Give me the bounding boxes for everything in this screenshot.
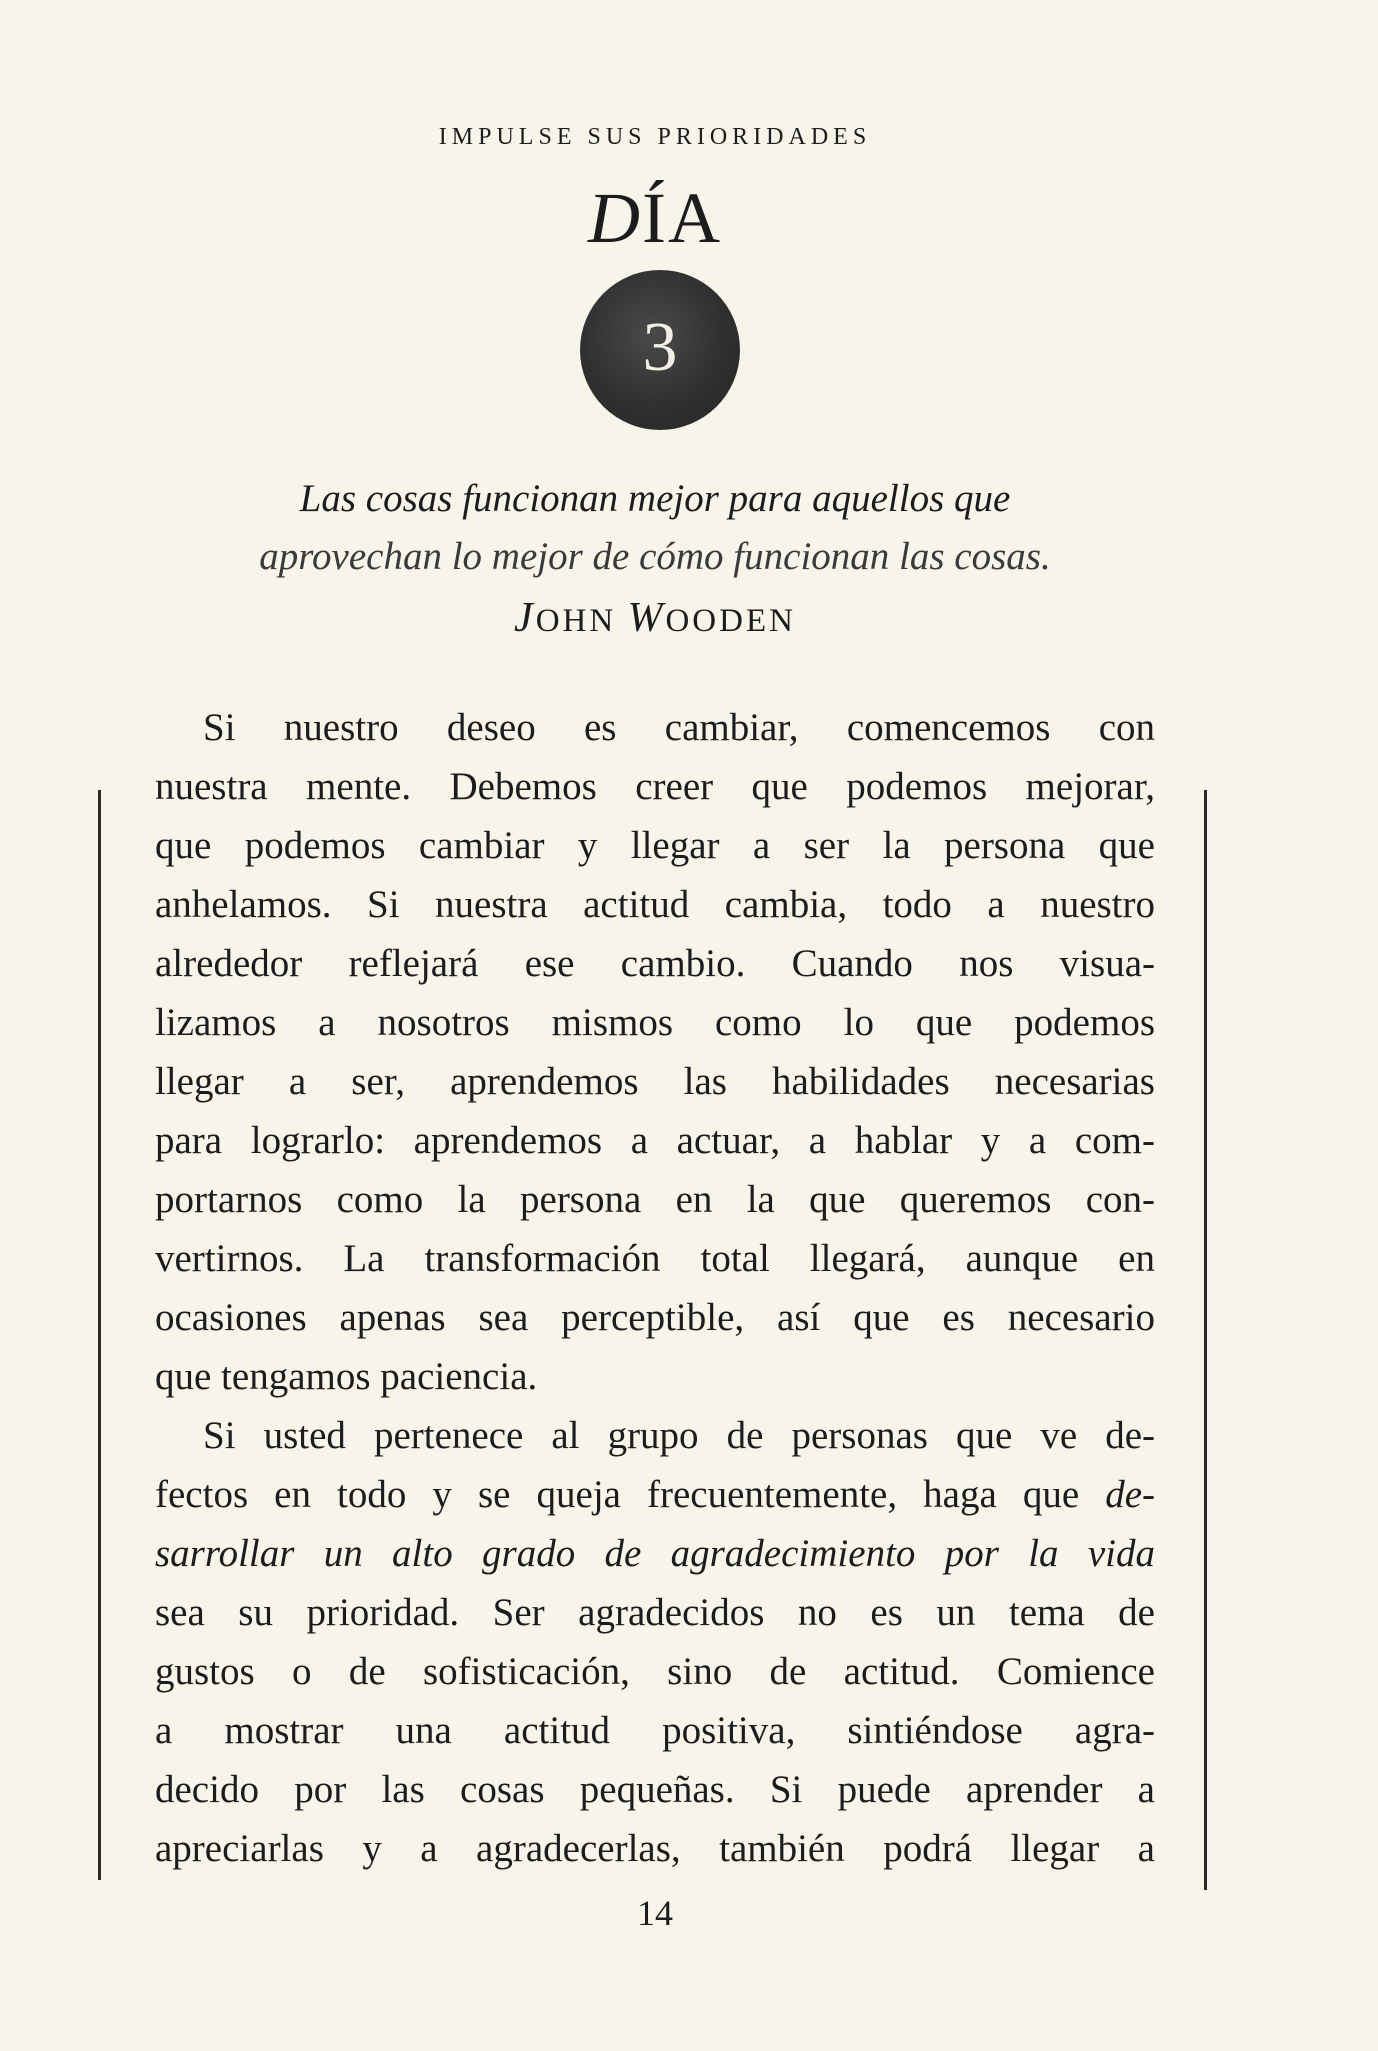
- right-margin-rule: [1204, 790, 1207, 1890]
- text-line: a mostrar una actitud positiva, sintiéndose agra-: [155, 1709, 1155, 1752]
- text-line: que tengamos paciencia.: [155, 1355, 538, 1398]
- text-segment: fectos en todo y se queja frecuentemente, haga que: [155, 1473, 1106, 1516]
- text-line: nuestra mente. Debemos creer que podemos mejorar,: [155, 765, 1155, 808]
- chapter-title-rest: ÍA: [642, 178, 722, 258]
- epigraph-author: [0, 590, 1310, 649]
- text-line: apreciarlas y a agradecerlas, también podrá llegar a: [155, 1827, 1155, 1870]
- day-number: 3: [642, 309, 678, 386]
- page-number: 14: [637, 1893, 673, 1933]
- emphasis-text: de-: [1105, 1473, 1155, 1516]
- epigraph-line: Las cosas funcionan mejor para aquellos que: [299, 477, 1011, 520]
- text-line: alrededor reflejará ese cambio. Cuando nos visua-: [155, 942, 1155, 985]
- body-text: [155, 698, 1155, 1878]
- text-line: Si nuestro deseo es cambiar, comencemos con: [203, 706, 1155, 749]
- text-line: ocasiones apenas sea perceptible, así que es necesario: [155, 1296, 1155, 1339]
- text-line: llegar a ser, aprendemos las habilidades necesarias: [155, 1060, 1155, 1103]
- text-line: gustos o de sofisticación, sino de actitud. Comience: [155, 1650, 1155, 1693]
- author-last-rest: OODEN: [665, 603, 796, 639]
- text-line: decido por las cosas pequeñas. Si puede aprender a: [155, 1768, 1155, 1811]
- text-line: Si usted pertenece al grupo de personas que ve de-: [203, 1414, 1155, 1457]
- chapter-title: [0, 178, 1310, 258]
- text-line: portarnos como la persona en la que queremos con-: [155, 1178, 1155, 1221]
- left-margin-rule: [98, 790, 101, 1880]
- author-first-rest: OHN: [535, 603, 617, 639]
- chapter-title-initial: D: [588, 178, 642, 258]
- text-line: anhelamos. Si nuestra actitud cambia, todo a nuestro: [155, 883, 1155, 926]
- text-line: sea su prioridad. Ser agradecidos no es un tema de: [155, 1591, 1155, 1634]
- running-header: IMPULSE SUS PRIORIDADES: [438, 124, 872, 150]
- epigraph-quote: [0, 470, 1310, 586]
- text-line: para lograrlo: aprendemos a actuar, a hablar y a com-: [155, 1119, 1155, 1162]
- text-line: lizamos a nosotros mismos como lo que podemos: [155, 1001, 1155, 1044]
- paragraph: [155, 1406, 1155, 1878]
- epigraph-line: aprovechan lo mejor de cómo funcionan las cosas.: [259, 535, 1051, 578]
- text-line: que podemos cambiar y llegar a ser la persona que: [155, 824, 1155, 867]
- text-line: [155, 1524, 1155, 1583]
- paragraph: [155, 698, 1155, 1406]
- day-number-badge: [580, 270, 740, 430]
- emphasis-text: sarrollar un alto grado de agradecimiento por la vida: [155, 1532, 1155, 1575]
- text-line: vertirnos. La transformación total llegará, aunque en: [155, 1237, 1155, 1280]
- author-last-initial: W: [627, 595, 666, 641]
- text-line: [155, 1465, 1155, 1524]
- author-first-initial: J: [514, 595, 536, 641]
